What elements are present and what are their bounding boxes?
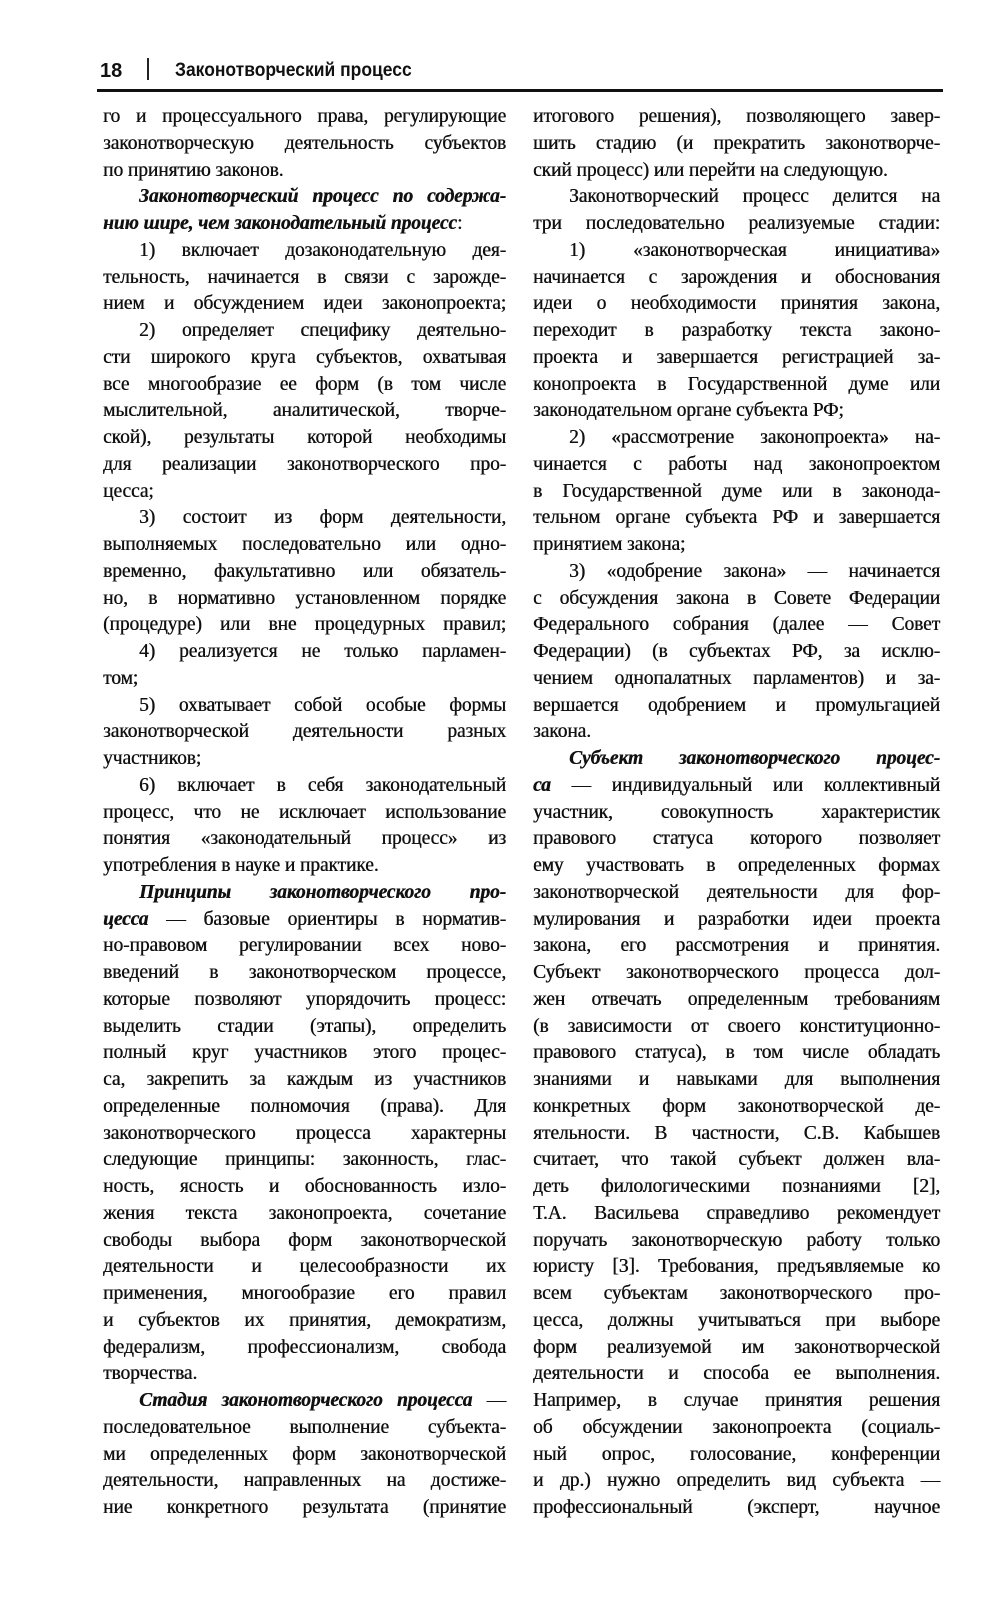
text-line (533, 291, 940, 318)
line-text: последовательное выполнение субъекта- (103, 1416, 506, 1438)
line-text: : (456, 213, 463, 234)
text-line (533, 452, 940, 479)
line-text: цесса, должны учитываться при выборе (533, 1309, 940, 1331)
line-text: 6) включает в себя законодательный (139, 774, 506, 796)
line-text: в Государственной думе или в законода- (533, 480, 940, 502)
text-line (533, 1415, 940, 1442)
text-line (103, 987, 506, 1014)
line-text: понятия «законодательный процесс» из (103, 828, 506, 850)
line-text: процесс, что не исключает использование (103, 801, 506, 823)
line-text: по принятию законов. (103, 159, 284, 181)
text-line (533, 345, 940, 372)
line-text: временно, факультативно или обязатель- (103, 560, 506, 582)
line-text: но, в нормативно установленном порядке (103, 587, 506, 609)
text-line (533, 1281, 940, 1308)
text-line (533, 612, 940, 639)
page-number: 18 (100, 60, 123, 82)
line-text: употребления в науке и практике. (103, 855, 379, 876)
line-text: Законотворческий процесс делится на (569, 186, 940, 208)
line-text: — индивидуальный или коллективный (550, 774, 940, 796)
line-text: деятельности, направленных на достиже- (103, 1470, 506, 1492)
text-line (103, 746, 506, 773)
line-text: мыслительной, аналитической, творче- (103, 400, 506, 422)
text-line (533, 211, 940, 238)
text-line (533, 1468, 940, 1495)
text-line (103, 1121, 506, 1148)
line-text: закона, его рассмотрения и принятия. (533, 935, 940, 957)
line-text: Например, в случае принятия решения (533, 1390, 940, 1411)
line-text: 4) реализуется не только парламен- (139, 641, 506, 662)
line-text: ский процесс) или перейти на следующую. (533, 159, 888, 181)
line-text: деть филологическими познаниями [2], (533, 1176, 940, 1197)
line-text: са, закрепить за каждым из участников (103, 1069, 506, 1090)
line-text: том; (103, 667, 139, 689)
line-text: 3) состоит из форм деятельности, (139, 507, 506, 529)
text-line (533, 398, 940, 425)
text-line (103, 1174, 506, 1201)
line-text: идеи о необходимости принятия закона, (533, 293, 940, 315)
text-line (533, 1094, 940, 1121)
line-text: — (472, 1390, 506, 1411)
line-text: ный опрос, голосование, конференции (533, 1443, 940, 1465)
italic-term: Принципы законотворческого про- (139, 881, 506, 903)
text-line (533, 1014, 940, 1041)
line-text: нием и обсуждением идеи законопроекта; (103, 293, 506, 315)
text-line (533, 559, 940, 586)
line-text: ской), результаты которой необходимы (103, 427, 506, 448)
text-line (533, 800, 940, 827)
text-line (533, 586, 940, 613)
text-line (533, 693, 940, 720)
text-line (103, 1040, 506, 1067)
line-text: переходит в разработку текста законо- (533, 320, 940, 341)
text-line (533, 1147, 940, 1174)
text-line (103, 1308, 506, 1335)
line-text: конопроекта в Государственной думе или (533, 373, 940, 395)
line-text: для реализации законотворческого про- (103, 453, 506, 475)
text-line (533, 238, 940, 265)
line-text: 2) определяет специфику деятельно- (139, 320, 506, 341)
line-text: 3) «одобрение закона» — начинается (569, 560, 940, 582)
text-line (103, 559, 506, 586)
text-line (533, 1067, 940, 1094)
text-line (103, 826, 506, 853)
text-line (103, 1014, 506, 1041)
text-line (103, 1388, 506, 1415)
text-line (533, 1121, 940, 1148)
line-text: которые позволяют упорядочить процесс: (103, 988, 506, 1010)
line-text: ятельности. В частности, С.В. Кабышев (533, 1122, 940, 1144)
line-text: ность, ясность и обоснованность изло- (103, 1176, 506, 1197)
running-title: Законотворческий процесс (175, 60, 412, 81)
line-text: определенные полномочия (права). Для (103, 1095, 506, 1117)
text-line (103, 800, 506, 827)
text-line (103, 960, 506, 987)
line-text: итогового решения), позволяющего завер- (533, 106, 940, 127)
line-text: 5) охватывает собой особые формы (139, 694, 506, 716)
line-text: законотворческой деятельности для фор- (533, 881, 940, 903)
line-text: шить стадию (и прекратить законотворче- (533, 132, 940, 154)
text-line (533, 933, 940, 960)
right-column (533, 104, 940, 1522)
text-line (103, 612, 506, 639)
text-line (533, 532, 940, 559)
text-line (103, 853, 506, 880)
line-text: творчества. (103, 1363, 198, 1385)
header-rule (97, 89, 943, 92)
line-text: федерализм, профессионализм, свобода (103, 1336, 506, 1358)
text-line (103, 398, 506, 425)
line-text: применения, многообразие его правил (103, 1283, 506, 1304)
text-line (103, 1067, 506, 1094)
text-line (103, 586, 506, 613)
text-line (103, 184, 506, 211)
text-line (533, 425, 940, 452)
line-text: деятельности и целесообразности их (103, 1256, 506, 1278)
text-line (103, 719, 506, 746)
text-line (103, 1442, 506, 1469)
text-line (103, 479, 506, 506)
line-text: юристу [3]. Требования, предъявляемые ко (533, 1256, 940, 1278)
text-line (103, 452, 506, 479)
text-line (533, 1308, 940, 1335)
line-text: и субъектов их принятия, демократизм, (103, 1309, 506, 1331)
text-line (103, 1281, 506, 1308)
line-text: чением однопалатных парламентов) и за- (533, 667, 940, 689)
text-line (103, 131, 506, 158)
text-line (103, 639, 506, 666)
line-text: начинается с зарождения и обоснования (533, 266, 940, 288)
italic-term: Стадия законотворческого процесса (139, 1390, 473, 1411)
text-line (103, 1468, 506, 1495)
text-line (103, 1147, 506, 1174)
text-line (533, 1361, 940, 1388)
text-line (103, 907, 506, 934)
text-line (103, 666, 506, 693)
text-line (533, 960, 940, 987)
text-line (533, 880, 940, 907)
text-line (533, 505, 940, 532)
line-text: законотворческой деятельности разных (103, 721, 506, 743)
text-line (533, 987, 940, 1014)
line-text: мулирования и разработки идеи проекта (533, 908, 940, 930)
text-line (533, 719, 940, 746)
line-text: следующие принципы: законность, глас- (103, 1149, 506, 1171)
italic-term: са (533, 774, 551, 796)
text-line (533, 853, 940, 880)
text-line (533, 639, 940, 666)
line-text: полный круг участников этого процес- (103, 1042, 506, 1064)
text-line (533, 1040, 940, 1067)
line-text: ние конкретного результата (принятие (103, 1497, 506, 1518)
text-line (103, 933, 506, 960)
text-line (103, 318, 506, 345)
line-text: сти широкого круга субъектов, охватывая (103, 346, 506, 368)
line-text: правового статуса), в том числе обладать (533, 1042, 940, 1064)
text-line (103, 880, 506, 907)
line-text: участников; (103, 748, 202, 769)
text-line (533, 666, 940, 693)
line-text: но-правовом регулировании всех ново- (103, 935, 506, 957)
text-line (103, 211, 506, 238)
italic-term: Субъект законотворческого процес- (569, 748, 940, 769)
line-text: чинается с работы над законопроектом (533, 453, 940, 475)
line-text: участник, совокупность характеристик (533, 801, 940, 823)
text-line (533, 746, 940, 773)
text-line (533, 479, 940, 506)
text-line (533, 265, 940, 292)
line-text: введений в законотворческом процессе, (103, 962, 506, 983)
line-text: поручать законотворческую работу только (533, 1229, 940, 1251)
line-text: принятием закона; (533, 534, 686, 555)
text-line (103, 104, 506, 131)
line-text: форм реализуемой им законотворческой (533, 1336, 940, 1358)
line-text: тельность, начинается в связи с зарожде- (103, 266, 506, 288)
line-text: законотворческую деятельность субъектов (103, 132, 506, 154)
text-line (533, 158, 940, 185)
line-text: выполняемых последовательно или одно- (103, 534, 506, 555)
line-text: об обсуждении законопроекта (социаль- (533, 1416, 940, 1438)
text-line (103, 693, 506, 720)
text-line (533, 372, 940, 399)
text-line (103, 1254, 506, 1281)
text-line (533, 1388, 940, 1415)
text-line (103, 773, 506, 800)
line-text: правового статуса которого позволяет (533, 828, 940, 850)
text-line (103, 1201, 506, 1228)
line-text: законодательном органе субъекта РФ; (533, 400, 844, 422)
header-separator (147, 58, 149, 80)
text-line (533, 1174, 940, 1201)
line-text: закона. (533, 721, 591, 743)
running-header (97, 56, 940, 88)
text-line (533, 131, 940, 158)
line-text: го и процессуального права, регулирующие (103, 106, 506, 127)
line-text: (процедуре) или вне процедурных правил; (103, 614, 506, 636)
line-text: жен отвечать определенным требованиям (533, 988, 940, 1010)
line-text: Федерации) (в субъектах РФ, за исклю- (533, 641, 940, 662)
line-text: три последовательно реализуемые стадии: (533, 213, 940, 234)
line-text: тельном органе субъекта РФ и завершается (533, 507, 940, 529)
text-line (533, 1495, 940, 1522)
text-line (533, 907, 940, 934)
text-line (103, 532, 506, 559)
line-text: Субъект законотворческого процесса дол- (533, 962, 940, 983)
text-line (533, 1228, 940, 1255)
text-line (103, 425, 506, 452)
text-line (533, 1201, 940, 1228)
line-text: профессиональный (эксперт, научное (533, 1497, 940, 1518)
italic-term: нию шире, чем законодательный процесс (103, 213, 457, 234)
text-line (533, 1254, 940, 1281)
text-line (533, 1335, 940, 1362)
text-line (103, 265, 506, 292)
text-line (533, 826, 940, 853)
text-line (103, 1335, 506, 1362)
text-line (533, 104, 940, 131)
text-line (103, 505, 506, 532)
line-text: считает, что такой субъект должен вла- (533, 1149, 940, 1171)
text-line (103, 1415, 506, 1442)
text-line (103, 291, 506, 318)
text-line (103, 1361, 506, 1388)
line-text: деятельности и способа ее выполнения. (533, 1363, 940, 1385)
text-line (533, 1442, 940, 1469)
line-text: Т.А. Васильева справедливо рекомендует (533, 1202, 940, 1224)
line-text: цесса; (103, 480, 154, 502)
text-line (533, 184, 940, 211)
line-text: с обсуждения закона в Совете Федерации (533, 587, 940, 609)
text-line (533, 318, 940, 345)
text-line (103, 1228, 506, 1255)
line-text: и др.) нужно определить вид субъекта — (533, 1470, 940, 1492)
text-line (103, 238, 506, 265)
text-line (103, 1094, 506, 1121)
text-line (103, 158, 506, 185)
line-text: 1) «законотворческая инициатива» (569, 239, 940, 261)
line-text: — базовые ориентиры в норматив- (148, 908, 506, 930)
line-text: 1) включает дозаконодательную дея- (139, 239, 506, 261)
line-text: всем субъектам законотворческого про- (533, 1283, 940, 1304)
left-column (103, 104, 506, 1522)
italic-term: Законотворческий процесс по содержа- (139, 186, 506, 208)
italic-term: цесса (103, 908, 149, 930)
text-line (103, 345, 506, 372)
line-text: Федерального собрания (далее — Совет (533, 614, 940, 636)
text-line (103, 1495, 506, 1522)
line-text: конкретных форм законотворческой де- (533, 1095, 940, 1117)
line-text: (в зависимости от своего конституционно- (533, 1015, 940, 1037)
line-text: выделить стадии (этапы), определить (103, 1015, 506, 1037)
line-text: 2) «рассмотрение законопроекта» на- (569, 427, 940, 448)
line-text: ему участвовать в определенных формах (533, 855, 940, 876)
line-text: проекта и завершается регистрацией за- (533, 346, 940, 368)
line-text: вершается одобрением и промульгацией (533, 694, 940, 716)
text-line (533, 773, 940, 800)
line-text: жения текста законопроекта, сочетание (103, 1202, 506, 1224)
line-text: знаниями и навыками для выполнения (533, 1069, 940, 1090)
line-text: ми определенных форм законотворческой (103, 1443, 506, 1465)
line-text: свободы выбора форм законотворческой (103, 1229, 506, 1251)
text-line (103, 372, 506, 399)
line-text: законотворческого процесса характерны (103, 1122, 506, 1144)
line-text: все многообразие ее форм (в том числе (103, 373, 506, 395)
